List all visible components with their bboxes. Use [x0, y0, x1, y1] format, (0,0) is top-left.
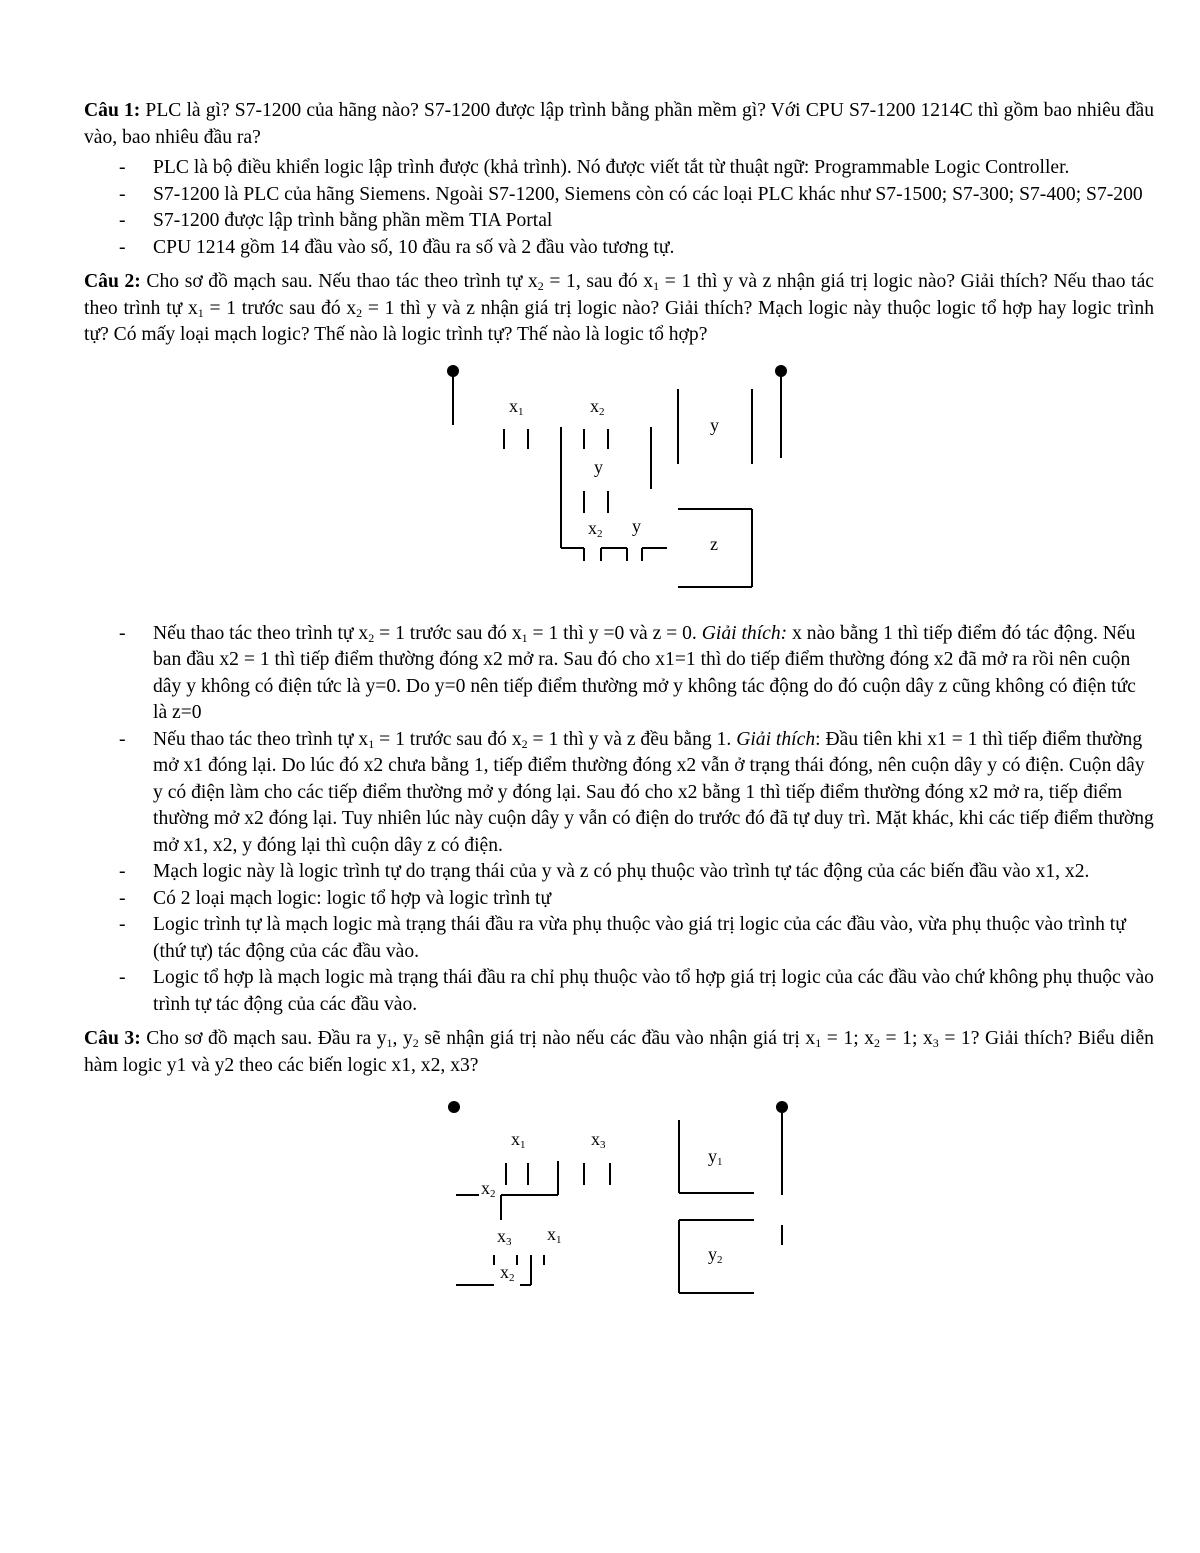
list-item: - Logic tổ hợp là mạch logic mà trạng thái đầu ra chỉ phụ thuộc vào tổ hợp giá trị logic của các đầu vào chứ không phụ thuộc vào trình tự tác động của các đầu vào. [84, 965, 1154, 1018]
question-1 [84, 98, 1154, 151]
coil-z-label: z [710, 533, 718, 554]
subscript: 3 [506, 1236, 512, 1248]
contact-x2-label [481, 1178, 496, 1200]
subscript: 2 [597, 527, 603, 540]
answer-text: = 1 thì y và z đều bằng 1. [527, 728, 737, 750]
question-3-text: sẽ nhận giá trị nào nếu các đầu vào nhận giá trị x [418, 1028, 816, 1049]
label-text: x [588, 517, 597, 538]
ladder-diagram-2 [84, 1095, 1154, 1325]
question-1-label: Câu 1: [84, 100, 141, 121]
label-text: x [511, 1129, 520, 1149]
subscript: 2 [599, 405, 605, 418]
question-3-label: Câu 3: [84, 1028, 141, 1049]
subscript: 3 [600, 1139, 606, 1151]
list-item: - PLC là bộ điều khiển logic lập trình được (khả trình). Nó được viết tắt từ thuật ngữ: Programmable Logic Controller. [84, 155, 1154, 182]
question-3-text: = 1; x [880, 1028, 933, 1049]
ladder-diagram-1-lines [84, 361, 1154, 611]
list-item: - Logic trình tự là mạch logic mà trạng thái đầu ra vừa phụ thuộc vào giá trị logic của các đầu vào, vừa phụ thuộc vào trình tự (thứ tự) tác động của các đầu vào. [84, 912, 1154, 965]
label-text: x [500, 1262, 509, 1282]
emphasis: Giải thích [736, 728, 816, 750]
question-1-answers [84, 155, 1154, 261]
label-text: x [481, 1178, 490, 1198]
subscript: 2 [412, 1036, 419, 1050]
list-item: - Có 2 loại mạch logic: logic tổ hợp và logic trình tự [84, 886, 1154, 913]
subscript: 1 [518, 405, 524, 418]
list-item: - S7-1200 là PLC của hãng Siemens. Ngoài S7-1200, Siemens còn có các loại PLC khác như S7-1500; S7-300; S7-400; S7-200 [84, 182, 1154, 209]
subscript: 2 [537, 279, 544, 293]
subscript: 1 [653, 279, 660, 293]
list-item [84, 621, 1154, 727]
label-text: x [497, 1226, 506, 1246]
question-3-text: = 1? Giải thích? Biểu diễn hàm logic y1 và y2 theo các biến logic x1, x2, x3? [84, 1028, 1154, 1076]
subscript: 1 [386, 1036, 393, 1050]
contact-x3b-label [497, 1226, 512, 1248]
subscript: 2 [509, 1272, 515, 1284]
question-3-text: Cho sơ đồ mạch sau. Đầu ra y [140, 1028, 387, 1049]
question-2-text: Cho sơ đồ mạch sau. Nếu thao tác theo trình tự x [140, 271, 538, 292]
subscript: 2 [490, 1188, 496, 1200]
label-text: x [590, 395, 599, 416]
question-2-text: = 1 trước sau đó x [203, 297, 357, 319]
contact-x2-label [590, 395, 605, 418]
contact-x3-label [591, 1129, 606, 1151]
label-text: y [708, 1244, 717, 1264]
subscript: 1 [556, 1234, 562, 1246]
list-item: - S7-1200 được lập trình bằng phần mềm TIA Portal [84, 208, 1154, 235]
answer-text: = 1 trước sau đó x [374, 728, 522, 750]
subscript: 1 [197, 305, 204, 320]
question-1-text: PLC là gì? S7-1200 của hãng nào? S7-1200 được lập trình bằng phần mềm gì? Với CPU S7-1200 1214C thì gồm bao nhiêu đầu vào, bao nhiêu đầu ra? [84, 100, 1154, 148]
list-item: - CPU 1214 gồm 14 đầu vào số, 10 đầu ra số và 2 đầu vào tương tự. [84, 235, 1154, 262]
subscript: 3 [932, 1036, 939, 1050]
emphasis: Giải thích: [701, 622, 788, 644]
contact-x2b-label [588, 517, 603, 540]
coil-y-label: y [710, 414, 719, 435]
label-text: x [591, 1129, 600, 1149]
question-2-label: Câu 2: [84, 271, 141, 292]
answer-text: = 1 thì y =0 và z = 0. [527, 622, 702, 644]
label-text: x [509, 395, 518, 416]
question-2-text: = 1, sau đó x [543, 271, 654, 292]
coil-y1-label [708, 1146, 723, 1168]
question-3-text: , y [392, 1028, 413, 1049]
contact-x1-label [511, 1129, 526, 1151]
answer-text: x nào bằng 1 thì tiếp điểm đó tác động. Nếu ban đầu x2 = 1 thì tiếp điểm thường đóng x2 mở ra. Sau đó cho x1=1 thì do tiếp điểm thường đóng x2 đã mở ra rồi nên cuộn dây y không có điện tức là y=0. Do y=0 nên tiếp điểm thường mở y không tác động do đó cuộn dây z cũng không có điện tức là z=0 [153, 622, 1136, 723]
question-2-text: = 1 thì y và z nhận giá trị logic nào? Giải thích? Nếu thao tác theo trình tự x [84, 271, 1154, 319]
question-2-text: = 1 thì y và z nhận giá trị logic nào? Giải thích? Mạch logic này thuộc logic tổ hợp hay logic trình tự? Có mấy loại mạch logic? Thế nào là logic trình tự? Thế nào là logic tổ hợp? [84, 297, 1154, 345]
ladder-diagram-1 [84, 361, 1154, 611]
subscript: 2 [356, 305, 363, 320]
subscript: 1 [717, 1156, 723, 1168]
question-2-answers [84, 621, 1154, 1019]
answer-text: Nếu thao tác theo trình tự x [153, 622, 369, 644]
contact-y2-label: y [632, 515, 641, 536]
subscript: 1 [520, 1139, 526, 1151]
list-item [84, 727, 1154, 860]
contact-x1-label [509, 395, 524, 418]
answer-text: Nếu thao tác theo trình tự x [153, 728, 369, 750]
subscript: 2 [368, 630, 375, 645]
question-2 [84, 269, 1154, 349]
subscript: 1 [368, 736, 375, 751]
contact-x2b-label [500, 1262, 515, 1284]
label-text: x [547, 1224, 556, 1244]
subscript: 2 [874, 1036, 880, 1050]
list-item: - Mạch logic này là logic trình tự do trạng thái của y và z có phụ thuộc vào trình tự tác động của các biến đầu vào x1, x2. [84, 859, 1154, 886]
subscript: 1 [521, 630, 528, 645]
contact-x1b-label [547, 1224, 562, 1246]
label-text: y [708, 1146, 717, 1166]
coil-y2-label [708, 1244, 723, 1266]
subscript: 2 [521, 736, 528, 751]
answer-text: : Đầu tiên khi x1 = 1 thì tiếp điểm thường mở x1 đóng lại. Do lúc đó x2 chưa bằng 1, tiếp điểm thường đóng x2 vẫn ở trạng thái đóng, nên cuộn dây y có điện. Cuộn dây y có điện làm cho các tiếp điểm thường mở y đóng lại. Sau đó cho x2 bằng 1 thì tiếp điểm thường đóng x2 mở ra, tiếp điểm thường mở x2 đóng lại. Tuy nhiên lúc này cuộn dây y vẫn có điện do trước đó đã tự duy trì. Mặt khác, khi các tiếp điểm thường mở x1, x2, y đóng lại thì cuộn dây z có điện. [153, 728, 1154, 856]
subscript: 1 [815, 1036, 822, 1050]
answer-text: = 1 trước sau đó x [374, 622, 522, 644]
document-page [84, 98, 1154, 1325]
subscript: 2 [717, 1254, 723, 1266]
question-3-text: = 1; x [821, 1028, 874, 1049]
contact-y-label: y [594, 456, 603, 477]
ladder-diagram-2-lines [84, 1095, 1154, 1325]
question-3 [84, 1026, 1154, 1079]
